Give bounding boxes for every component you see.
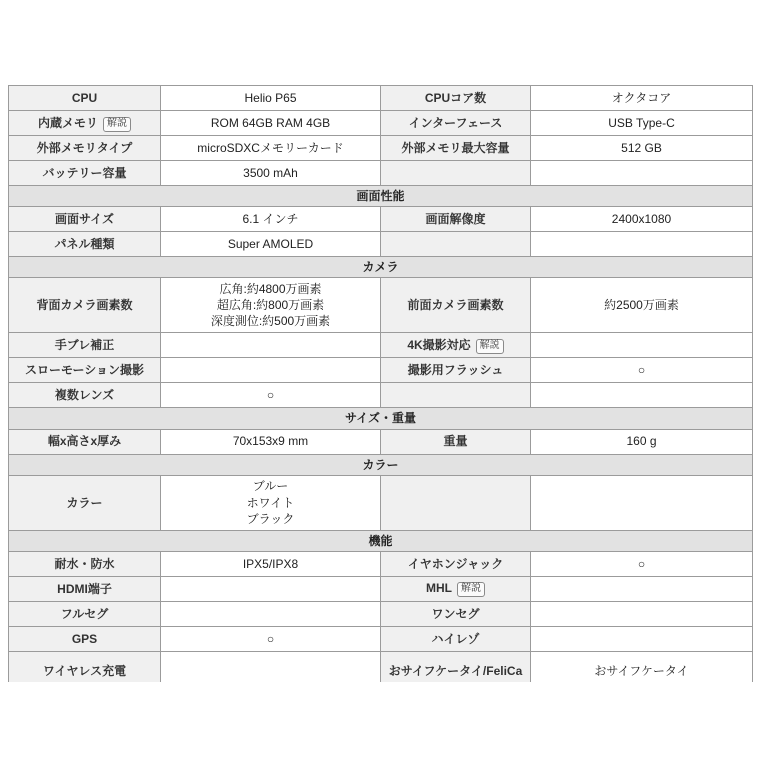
spec-label-panel-type: パネル種類	[9, 232, 161, 257]
table-row-waterproof	[9, 551, 753, 576]
spec-value-flash: ○	[531, 358, 753, 383]
section-header-camera: カメラ	[9, 257, 753, 278]
table-row-external-memory	[9, 136, 753, 161]
spec-label-empty	[381, 383, 531, 408]
spec-value-stabilization	[161, 333, 381, 358]
explain-badge[interactable]: 解説	[103, 117, 131, 132]
spec-label-flash: 撮影用フラッシュ	[381, 358, 531, 383]
table-row-rear-camera	[9, 278, 753, 333]
spec-value-battery: 3500 mAh	[161, 161, 381, 186]
spec-value-osaifu-felica: おサイフケータイ	[531, 651, 753, 682]
internal-memory-label: 内蔵メモリ	[37, 115, 98, 130]
spec-value-dimensions: 70x153x9 mm	[161, 429, 381, 454]
spec-value-hires-audio	[531, 626, 753, 651]
table-row-panel	[9, 232, 753, 257]
spec-label-dimensions: 幅x高さx厚み	[9, 429, 161, 454]
spec-value-weight: 160 g	[531, 429, 753, 454]
spec-value-cpu-cores: オクタコア	[531, 86, 753, 111]
spec-value-cpu: Helio P65	[161, 86, 381, 111]
spec-value-color	[161, 475, 381, 530]
spec-label-gps: GPS	[9, 626, 161, 651]
spec-value-waterproof: IPX5/IPX8	[161, 551, 381, 576]
section-row-camera	[9, 257, 753, 278]
spec-label-slow-motion: スローモーション撮影	[9, 358, 161, 383]
spec-value-empty	[531, 383, 753, 408]
spec-label-battery: バッテリー容量	[9, 161, 161, 186]
spec-value-empty	[531, 232, 753, 257]
spec-label-color: カラー	[9, 475, 161, 530]
spec-value-fullseg	[161, 601, 381, 626]
spec-label-empty	[381, 232, 531, 257]
spec-value-headphone-jack: ○	[531, 551, 753, 576]
spec-label-stabilization: 手ブレ補正	[9, 333, 161, 358]
color-line-black: ブラック	[246, 511, 295, 526]
spec-value-multi-lens: ○	[161, 383, 381, 408]
mhl-label: MHL	[426, 581, 452, 596]
table-row-hdmi	[9, 576, 753, 601]
table-row-gps	[9, 626, 753, 651]
spec-value-ext-memory-max: 512 GB	[531, 136, 753, 161]
spec-label-oneseg: ワンセグ	[381, 601, 531, 626]
color-line-white: ホワイト	[246, 495, 295, 510]
spec-value-gps: ○	[161, 626, 381, 651]
section-row-display	[9, 186, 753, 207]
table-row-screen-size	[9, 207, 753, 232]
section-row-size-weight	[9, 408, 753, 429]
spec-value-hdmi	[161, 576, 381, 601]
table-row-stabilization	[9, 333, 753, 358]
spec-value-slow-motion	[161, 358, 381, 383]
spec-value-empty	[531, 161, 753, 186]
spec-label-cpu-cores: CPUコア数	[381, 86, 531, 111]
spec-value-4k-recording	[531, 333, 753, 358]
spec-table	[8, 85, 753, 682]
table-row-wireless-charging	[9, 651, 753, 682]
spec-label-weight: 重量	[381, 429, 531, 454]
color-line-blue: ブルー	[252, 479, 289, 494]
spec-label-interface: インターフェース	[381, 111, 531, 136]
spec-table-container	[8, 85, 753, 682]
spec-label-cpu: CPU	[9, 86, 161, 111]
4k-recording-label: 4K撮影対応	[407, 337, 471, 352]
spec-label-ext-memory-type: 外部メモリタイプ	[9, 136, 161, 161]
spec-label-mhl	[381, 576, 531, 601]
spec-label-4k-recording	[381, 333, 531, 358]
spec-label-internal-memory	[9, 111, 161, 136]
table-row-dimensions	[9, 429, 753, 454]
spec-label-front-camera: 前面カメラ画素数	[381, 278, 531, 333]
spec-value-screen-size: 6.1 インチ	[161, 207, 381, 232]
rear-camera-line-wide: 広角:約4800万画素	[219, 282, 322, 297]
spec-label-empty	[381, 475, 531, 530]
table-row-fullseg	[9, 601, 753, 626]
spec-label-hdmi: HDMI端子	[9, 576, 161, 601]
spec-value-resolution: 2400x1080	[531, 207, 753, 232]
rear-camera-line-ultrawide: 超広角:約800万画素	[216, 298, 325, 313]
spec-value-interface: USB Type-C	[531, 111, 753, 136]
spec-label-wireless-charging: ワイヤレス充電	[9, 651, 161, 682]
spec-value-mhl	[531, 576, 753, 601]
spec-value-oneseg	[531, 601, 753, 626]
rear-camera-line-depth: 深度測位:約500万画素	[210, 314, 331, 329]
spec-label-resolution: 画面解像度	[381, 207, 531, 232]
table-row-slow-motion	[9, 358, 753, 383]
spec-label-waterproof: 耐水・防水	[9, 551, 161, 576]
table-row-memory	[9, 111, 753, 136]
spec-label-hires-audio: ハイレゾ	[381, 626, 531, 651]
spec-label-empty	[381, 161, 531, 186]
spec-value-panel-type: Super AMOLED	[161, 232, 381, 257]
table-row-battery	[9, 161, 753, 186]
table-row-multi-lens	[9, 383, 753, 408]
section-header-color: カラー	[9, 454, 753, 475]
section-header-features: 機能	[9, 530, 753, 551]
section-header-display: 画面性能	[9, 186, 753, 207]
spec-label-ext-memory-max: 外部メモリ最大容量	[381, 136, 531, 161]
spec-label-rear-camera: 背面カメラ画素数	[9, 278, 161, 333]
spec-value-empty	[531, 475, 753, 530]
spec-value-internal-memory: ROM 64GB RAM 4GB	[161, 111, 381, 136]
table-row-color	[9, 475, 753, 530]
section-row-features	[9, 530, 753, 551]
section-row-color	[9, 454, 753, 475]
spec-label-osaifu-felica: おサイフケータイ/FeliCa	[381, 651, 531, 682]
spec-label-screen-size: 画面サイズ	[9, 207, 161, 232]
spec-value-wireless-charging	[161, 651, 381, 682]
explain-badge[interactable]: 解説	[457, 582, 485, 597]
table-row-cpu	[9, 86, 753, 111]
spec-value-rear-camera	[161, 278, 381, 333]
spec-value-front-camera: 約2500万画素	[531, 278, 753, 333]
spec-label-headphone-jack: イヤホンジャック	[381, 551, 531, 576]
section-header-size-weight: サイズ・重量	[9, 408, 753, 429]
spec-label-multi-lens: 複数レンズ	[9, 383, 161, 408]
spec-label-fullseg: フルセグ	[9, 601, 161, 626]
spec-value-ext-memory-type: microSDXCメモリーカード	[161, 136, 381, 161]
explain-badge[interactable]: 解説	[476, 339, 504, 354]
